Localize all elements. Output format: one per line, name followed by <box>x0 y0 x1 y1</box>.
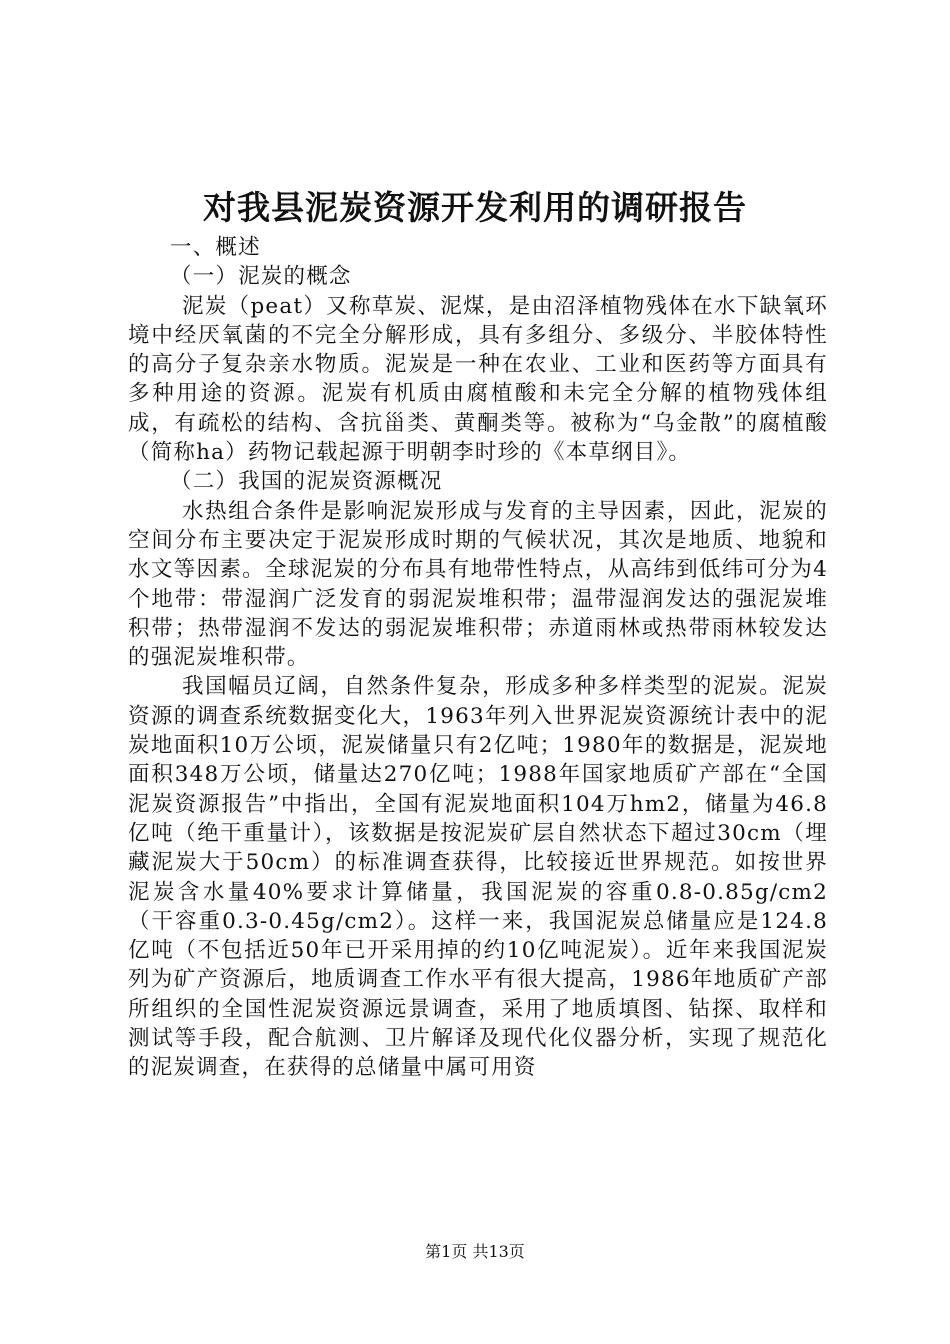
page-footer: 第1页 共13页 <box>425 1242 525 1261</box>
paragraph: 水热组合条件是影响泥炭形成与发育的主导因素，因此，泥炭的空间分布主要决定于泥炭形成时期的气候状况，其次是地质、地貌和水文等因素。全球泥炭的分布具有地带性特点，从高纬到低纬可分为4个地带：带湿润广泛发育的弱泥炭堆积带；温带湿润发达的强泥炭堆积带；热带湿润不发达的弱泥炭堆积带；赤道雨林或热带雨林较发达的强泥炭堆积带。 <box>128 498 828 671</box>
paragraph: 我国幅员辽阔，自然条件复杂，形成多种多样类型的泥炭。泥炭资源的调查系统数据变化大，1963年列入世界泥炭资源统计表中的泥炭地面积10万公顷，泥炭储量只有2亿吨；1980年的数据是，泥炭地面积348万公顷，储量达270亿吨；1988年国家地质矿产部在“全国泥炭资源报告”中指出，全国有泥炭地面积104万hm2，储量为46.8亿吨（绝干重量计），该数据是按泥炭矿层自然状态下超过30cm（埋藏泥炭大于50cm）的标准调查获得，比较接近世界规范。如按世界泥炭含水量40%要求计算储量，我国泥炭的容重0.8-0.85g/cm2（干容重0.3-0.45g/cm2）。这样一来，我国泥炭总储量应是124.8亿吨（不包括近50年已开采用掉的约10亿吨泥炭）。近年来我国泥炭列为矿产资源后，地质调查工作水平有很大提高，1986年地质矿产部所组织的全国性泥炭资源远景调查，采用了地质填图、钻探、取样和测试等手段，配合航测、卫片解译及现代化仪器分析，实现了规范化的泥炭调查，在获得的总储量中属可用资 <box>128 674 828 1081</box>
section-heading: 一、概述 <box>170 235 261 260</box>
document-title: 对我县泥炭资源开发利用的调研报告 <box>203 188 747 227</box>
document-body <box>128 233 828 1083</box>
paragraph: 泥炭（peat）又称草炭、泥煤，是由沼泽植物残体在水下缺氧环境中经厌氧菌的不完全分解形成，具有多组分、多级分、半胶体特性的高分子复杂亲水物质。泥炭是一种在农业、工业和医药等方面具有多种用途的资源。泥炭有机质由腐植酸和未完全分解的植物残体组成，有疏松的结构、含抗甾类、黄酮类等。被称为“乌金散”的腐植酸（简称ha）药物记载起源于明朝李时珍的《本草纲目》。 <box>128 293 828 466</box>
subsection-heading: （一）泥炭的概念 <box>170 264 352 290</box>
subsection-heading: （二）我国的泥炭资源概况 <box>170 469 443 495</box>
